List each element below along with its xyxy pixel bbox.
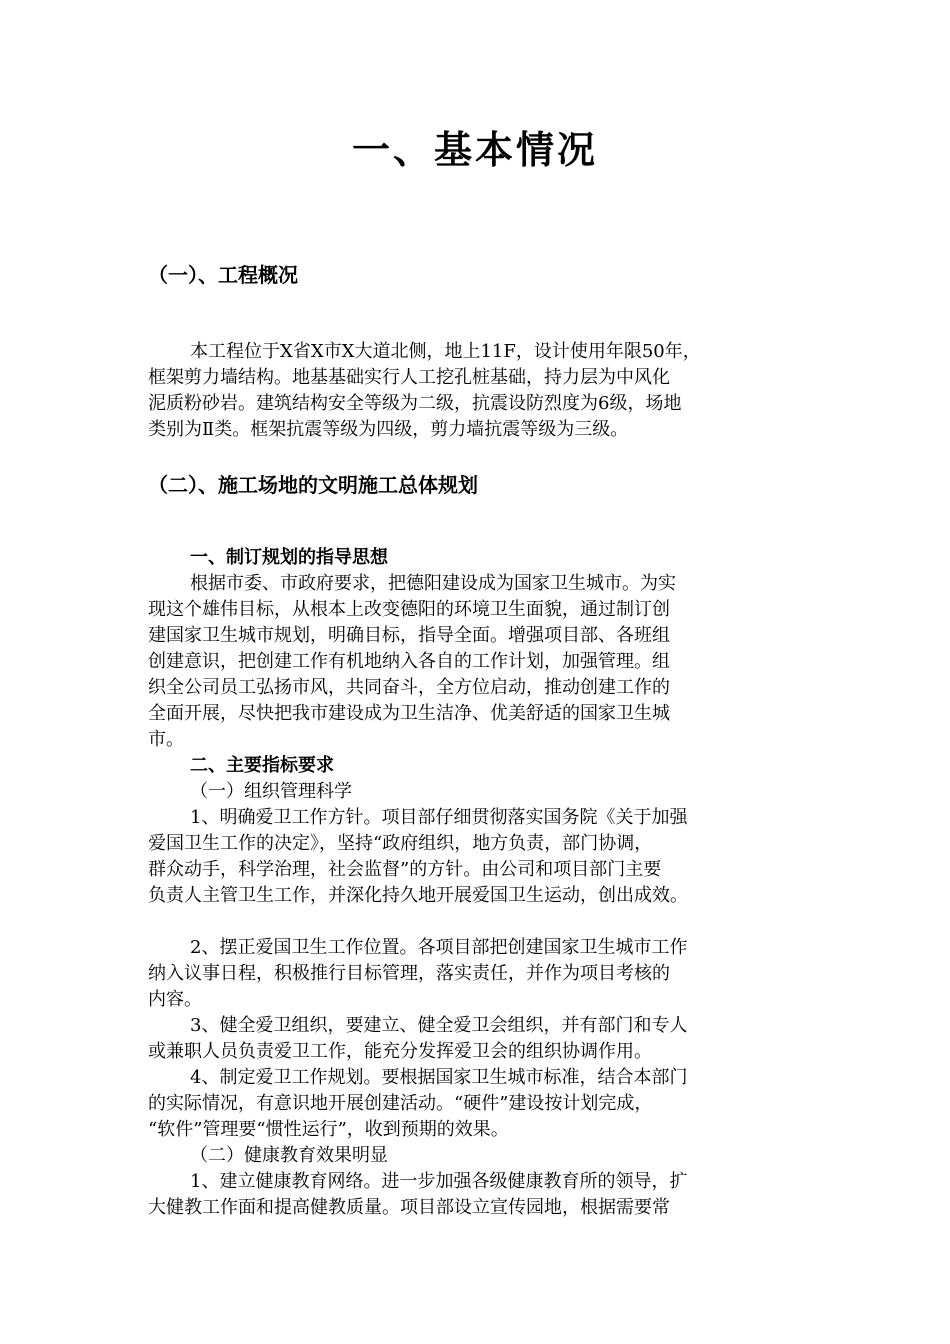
list-subheading: （一）组织管理科学: [190, 781, 352, 802]
blank-line: [148, 909, 828, 935]
paragraph-line: 1、建立健康教育网络。进一步加强各级健康教育所的领导，扩: [190, 1171, 688, 1192]
project-overview-paragraph: [148, 339, 828, 443]
subheading-guiding-ideology: 一、制订规划的指导思想: [190, 547, 388, 568]
paragraph-line: 框架剪力墙结构。地基基础实行人工挖孔桩基础，持力层为中风化: [148, 367, 670, 388]
paragraph-line: 或兼职人员负责爱卫工作，能充分发挥爱卫会的组织协调作用。: [148, 1041, 652, 1062]
section-heading-civilized-construction: （二）、施工场地的文明施工总体规划: [148, 473, 478, 497]
subheading-main-indicators: 二、主要指标要求: [190, 755, 334, 776]
paragraph-line: 4、制定爱卫工作规划。要根据国家卫生城市标准，结合本部门: [190, 1067, 688, 1088]
paragraph-line: 现这个雄伟目标，从根本上改变德阳的环境卫生面貌，通过制订创: [148, 599, 670, 620]
paragraph-line: 织全公司员工弘扬市风，共同奋斗，全方位启动，推动创建工作的: [148, 677, 670, 698]
paragraph-line: 2、摆正爱国卫生工作位置。各项目部把创建国家卫生城市工作: [190, 937, 688, 958]
paragraph-line: 群众动手，科学治理，社会监督”的方针。由公司和项目部门主要: [148, 859, 662, 880]
paragraph-line: 内容。: [148, 989, 202, 1010]
list-subheading: （二）健康教育效果明显: [190, 1145, 388, 1166]
paragraph-line: 大健教工作面和提高健教质量。项目部设立宣传园地，根据需要常: [148, 1197, 670, 1218]
paragraph-line: 1、明确爱卫工作方针。项目部仔细贯彻落实国务院《关于加强: [190, 807, 688, 828]
civilized-construction-body: [148, 571, 828, 1221]
paragraph-line: 本工程位于X省X市X大道北侧，地上11F，设计使用年限50年，: [190, 341, 701, 362]
paragraph-line: 市。: [148, 729, 184, 750]
paragraph-line: 建国家卫生城市规划，明确目标，指导全面。增强项目部、各班组: [148, 625, 670, 646]
section-heading-project-overview: （一）、工程概况: [148, 263, 298, 287]
paragraph-line: 3、健全爱卫组织，要建立、健全爱卫会组织，并有部门和专人: [190, 1015, 688, 1036]
paragraph-line: 创建意识，把创建工作有机地纳入各自的工作计划，加强管理。组: [148, 651, 670, 672]
paragraph-line: 负责人主管卫生工作，并深化持久地开展爱国卫生运动，创出成效。: [148, 885, 688, 906]
paragraph-line: 全面开展，尽快把我市建设成为卫生洁净、优美舒适的国家卫生城: [148, 703, 670, 724]
page-title: 一、基本情况: [351, 127, 598, 172]
paragraph-line: 泥质粉砂岩。建筑结构安全等级为二级，抗震设防烈度为6级，场地: [148, 393, 682, 414]
paragraph-line: 根据市委、市政府要求，把德阳建设成为国家卫生城市。为实: [190, 573, 676, 594]
paragraph-line: “软件”管理要“惯性运行”，收到预期的效果。: [148, 1119, 509, 1140]
paragraph-line: 爱国卫生工作的决定》，坚持“政府组织，地方负责，部门协调，: [148, 833, 653, 854]
paragraph-line: 纳入议事日程，积极推行目标管理，落实责任，并作为项目考核的: [148, 963, 670, 984]
paragraph-line: 类别为Ⅱ类。框架抗震等级为四级，剪力墙抗震等级为三级。: [148, 419, 629, 440]
paragraph-line: 的实际情况，有意识地开展创建活动。“硬件”建设按计划完成，: [148, 1093, 653, 1114]
